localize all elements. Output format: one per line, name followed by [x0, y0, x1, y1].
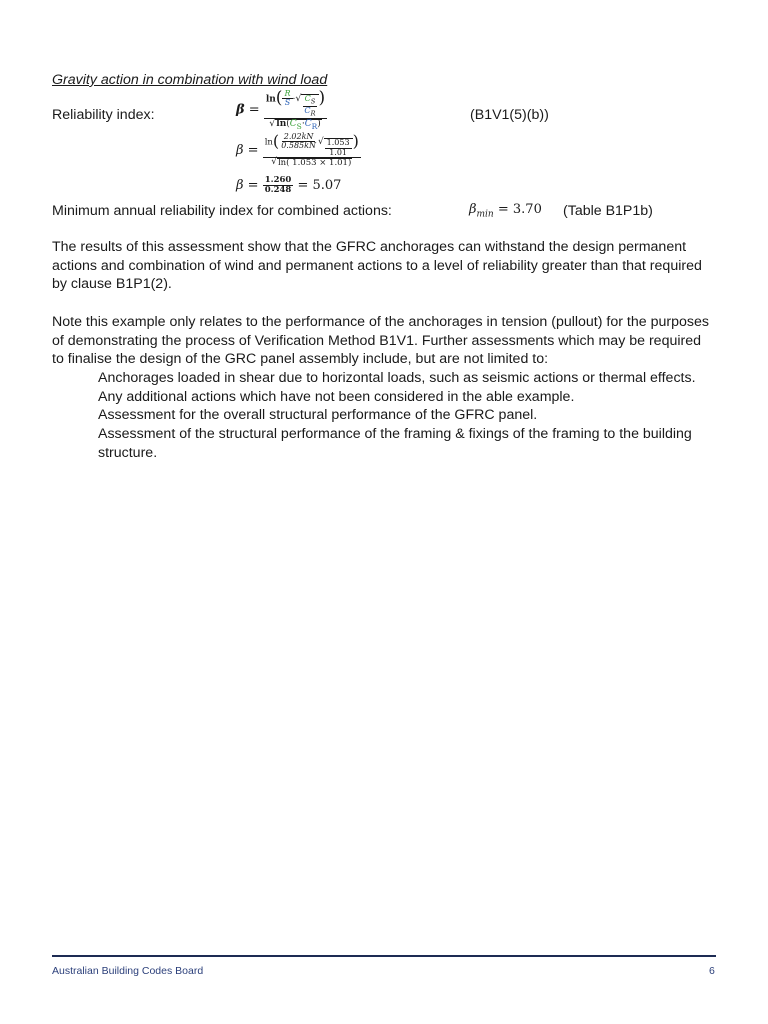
dot-operator: · [292, 94, 296, 105]
cs-subscript: S [296, 121, 302, 131]
cs-symbol: C [304, 94, 311, 104]
cs-value: 1.053 [326, 138, 350, 148]
equals-sign: = [248, 102, 260, 118]
result-value: = 5.07 [297, 177, 342, 193]
section-heading: Gravity action in combination with wind load [52, 72, 328, 88]
result-fraction [263, 176, 294, 195]
formula-denominator: √ $\ln(C_S\cdot C_R)$ [269, 117, 321, 131]
beta-min-expression [469, 202, 542, 220]
reliability-formula [236, 90, 327, 130]
result-formula [236, 176, 341, 195]
s-symbol: S [284, 98, 291, 108]
list-item: Assessment for the overall structural performance of the GFRC panel. [98, 407, 538, 424]
beta-min-value: = 3.70 [497, 202, 542, 217]
cr-symbol: C [304, 105, 311, 115]
substituted-fraction [263, 133, 361, 168]
equals-sign: = [247, 177, 259, 193]
footer-rule [52, 955, 716, 957]
result-numerator: 1.260 [264, 175, 292, 185]
beta-min-symbol: β [469, 202, 477, 217]
load-value-top: 2.02kN [283, 132, 314, 141]
note-paragraph: Note this example only relates to the performance of the anchorages in tension (pullout) for the purposes of demonstrating the process of Verification Method B1V1. Further assessments which may be required to finalise the design of the GRC panel assembly include, but are not limited to: [52, 314, 709, 368]
list-item: Any additional actions which have not been considered in the able example. [98, 388, 575, 405]
beta-symbol: β [236, 143, 244, 159]
beta-min-subscript: min [476, 209, 494, 220]
cr-subscript: R [311, 121, 318, 131]
substituted-formula [236, 133, 361, 168]
r-symbol: R [284, 89, 291, 98]
substituted-denominator-expression: ln( 1.053 × 1.01) [277, 158, 352, 169]
assessment-list [98, 369, 698, 463]
equals-sign: = [247, 143, 259, 159]
load-value-bottom: 0.585kN [281, 141, 316, 151]
minimum-reliability-reference: (Table B1P1b) [563, 203, 653, 219]
footer-organisation: Australian Building Codes Board [52, 965, 204, 977]
formula-numerator: ln( $\frac{R}{S}$ · √ $\frac{C_S}{C_R}$ ) [265, 88, 326, 118]
result-denominator: 0.248 [264, 184, 292, 195]
substituted-numerator: ln( $\frac{2.02kN}{0.585kN}$ √ $\frac{1.053}{1.01}$ ) [264, 131, 359, 157]
list-item: Assessment of the structural performance of the framing & fixings of the framing to the building structure. [98, 426, 692, 461]
cr-value: 1.01 [329, 147, 348, 157]
beta-symbol: β [236, 102, 245, 118]
minimum-reliability-label: Minimum annual reliability index for combined actions: [52, 203, 392, 219]
cs-symbol: C [289, 118, 297, 129]
reliability-index-label: Reliability index: [52, 107, 155, 123]
list-item: Anchorages loaded in shear due to horizontal loads, such as seismic actions or thermal effects. [98, 370, 696, 386]
ln-label: ln [276, 118, 287, 129]
results-paragraph: The results of this assessment show that the GFRC anchorages can withstand the design permanent actions and combination of wind and permanent actions to a level of reliability greater than that required by clause B1P1(2). [52, 239, 702, 293]
formula-fraction [264, 90, 327, 130]
cs-subscript: S [310, 97, 316, 106]
page-number: 6 [709, 965, 715, 977]
cr-subscript: R [310, 109, 316, 118]
formula-reference: (B1V1(5)(b)) [470, 107, 549, 123]
dot-operator: · [301, 118, 305, 129]
ln-label: ln [264, 137, 273, 148]
substituted-denominator: √ ln( 1.053 × 1.01) [271, 157, 352, 169]
cr-symbol: C [304, 118, 312, 129]
beta-symbol: β [236, 177, 244, 193]
ln-label: ln [265, 94, 276, 105]
